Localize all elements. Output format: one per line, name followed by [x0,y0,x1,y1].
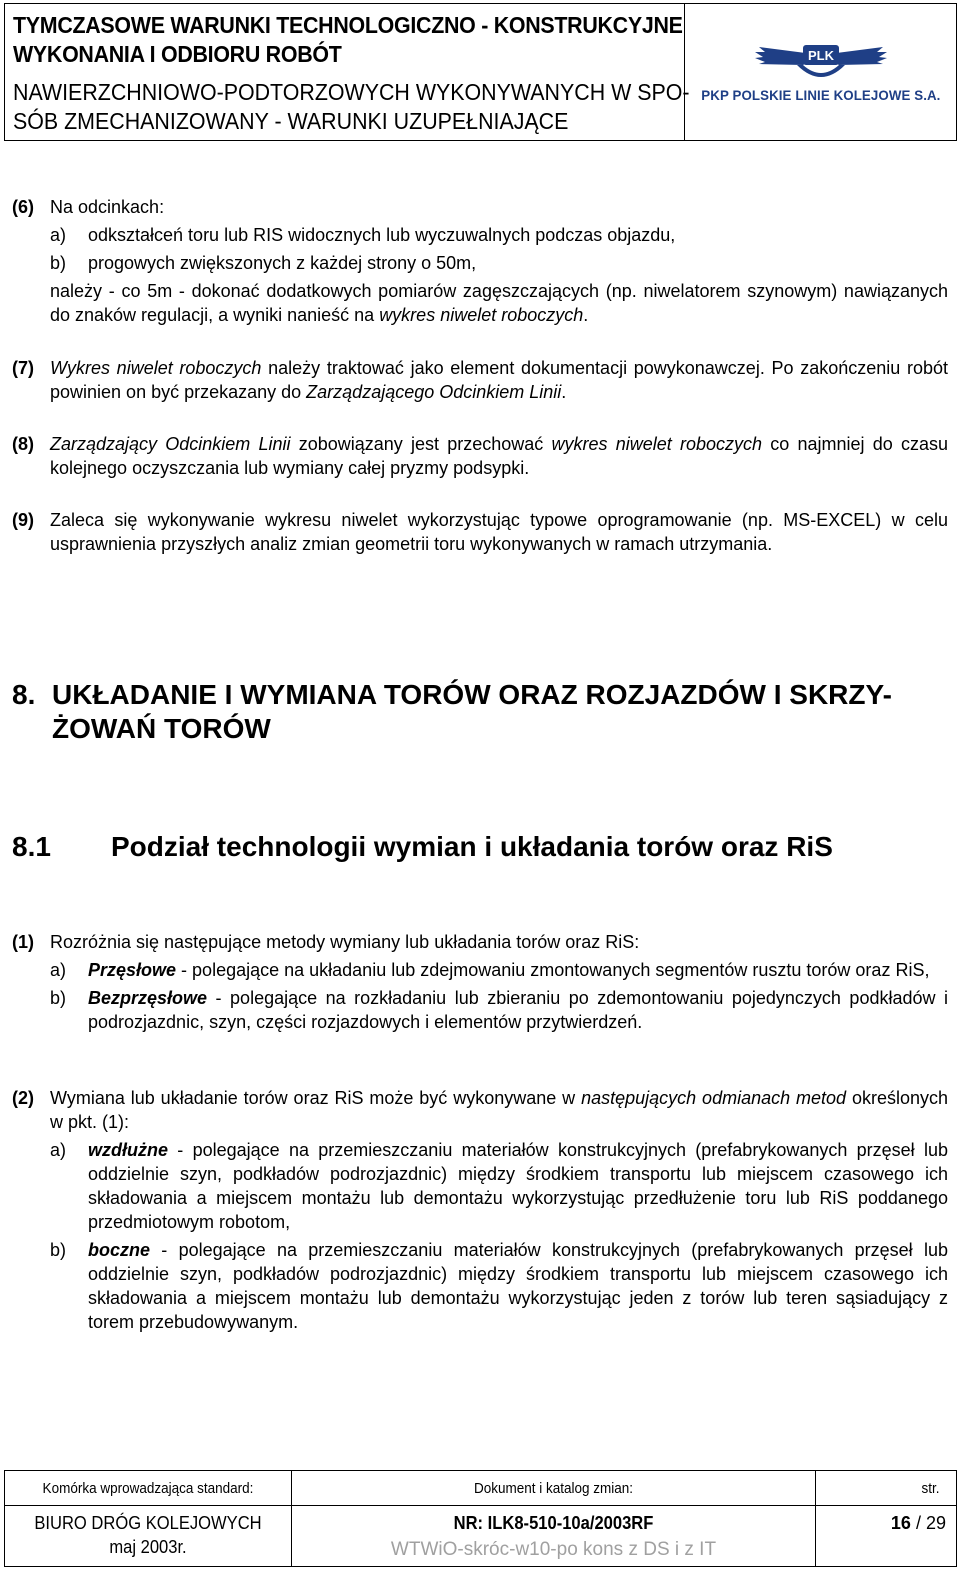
list-text: odkształceń toru lub RIS widocznych lub wyczuwalnych podczas objazdu, [88,225,676,245]
paragraph-1 [12,930,948,1034]
plk-logo-icon [751,41,891,85]
body-text: Wymiana lub układanie torów oraz RiS może być wykonywane w [50,1088,582,1108]
footer-label-page: str. [921,1480,940,1497]
page-footer [4,1470,957,1567]
page-separator: / [910,1513,926,1533]
footer-file-watermark: WTWiO-skróc-w10-po kons z DS i z IT [390,1539,717,1560]
header-title-line-1: TYMCZASOWE WARUNKI TECHNOLOGICZNO - KONSTRUKCYJNE [13,12,683,38]
list-letter: b) [50,988,67,1008]
footer-label-doc: Dokument i katalog zmian: [473,1480,634,1497]
page-total: 29 [925,1513,946,1533]
body-text: należy - co 5m - dokonać dodatkowych pomiarów zagęszczających (np. niwelatorem szynowym) nawiązanych do znaków regulacji, a wyniki nanieść na [50,281,948,325]
logo-company-name: PKP POLSKIE LINIE KOLEJOWE S.A. [700,87,941,103]
paragraph-body: Zaleca się wykonywanie wykresu niwelet wykorzystując typowe oprogramowanie (np. MS-EXCEL) w celu usprawnienia przyszłych analiz zmian geometrii toru wykonywanych w ramach utrzymania. [50,510,948,554]
paragraph-number: (7) [12,358,34,378]
paragraph-body [50,279,948,327]
section-number: 8.1 [12,831,51,862]
footer-unit-name: BIURO DRÓG KOLEJOWYCH [34,1513,262,1533]
body-text: co najmniej do czasu kolejnego oczyszczania lub wymiany całej pryzmy podsypki. [50,434,949,478]
list-text [88,986,948,1034]
list-letter: a) [50,225,67,245]
logo-badge-text: PLK [807,48,834,63]
paragraph-number: (8) [12,434,34,454]
paragraph-body [50,432,948,480]
term-bold: Przęsłowe [88,960,177,980]
list-letter: a) [50,1140,67,1160]
paragraph-intro: Na odcinkach: [50,197,165,217]
list-item-a [50,223,948,247]
body-text: - polegające na układaniu lub zdejmowaniu zmontowanych segmentów rusztu torów oraz RiS, [176,960,930,980]
body-text: . [583,305,589,325]
page-header [4,3,957,141]
body-text: - polegające na przemieszczaniu materiałów konstrukcyjnych (prefabrykowanych przęseł lub oddzielnie szyn, podkładów podrozjazdnic) między środkiem transportu lub miejscem czasowego ich składowania a miejscem montażu lub demontażu wykorzystując jeden z torów lub teren sąsiadujący z torem przebudowywanym. [88,1240,948,1332]
list-text [88,958,948,982]
footer-page-number [816,1513,946,1534]
body-text: zobowiązany jest przechować [290,434,552,454]
footer-label-unit: Komórka wprowadzająca standard: [42,1480,254,1497]
paragraph-number: (9) [12,510,34,530]
paragraph-number: (6) [12,197,34,217]
section-title-line-2: ŻOWAŃ TORÓW [52,713,271,744]
list-text [88,1138,948,1234]
list-text: progowych zwiększonych z każdej strony o 50m, [88,253,477,273]
list-item-a [50,958,948,982]
list-letter: a) [50,960,67,980]
paragraph-8 [12,432,948,480]
header-subtitle-line-2: SÓB ZMECHANIZOWANY - WARUNKI UZUPEŁNIAJĄCE [13,108,569,134]
body-text: należy traktować jako element dokumentacji powykonawczej. Po zakończeniu robót powinien on być przekazany do [50,358,948,402]
list-item-b [50,986,948,1034]
footer-divider [5,1505,956,1506]
list-letter: b) [50,1240,67,1260]
section-heading-8 [12,678,932,746]
term-bold: wzdłużne [88,1140,168,1160]
paragraph-intro: Rozróżnia się następujące metody wymiany lub układania torów oraz RiS: [50,932,640,952]
list-text [88,1238,948,1334]
header-logo-block [685,4,956,140]
body-text: . [561,382,567,402]
footer-document-number: NR: ILK8-510-10a/2003RF [453,1513,654,1533]
body-italic: Wykres niwelet roboczych [50,358,262,378]
page-current: 16 [890,1513,911,1533]
section-title-line-1: UKŁADANIE I WYMIANA TORÓW ORAZ ROZJAZDÓW I SKRZY- [52,679,892,710]
header-title-line-2: WYKONANIA I ODBIORU ROBÓT [13,41,342,67]
section-number: 8. [12,679,36,710]
body-text: - polegające na rozkładaniu lub zbieraniu po zdemontowaniu pojedynczych podkładów i podrozjazdnic, szyn, części rozjazdowych i elementów przytwierdzeń. [88,988,948,1032]
body-italic: wykres niwelet roboczych [551,434,763,454]
body-italic: wykres niwelet roboczych [379,305,584,325]
section-title: Podział technologii wymian i układania torów oraz RiS [111,831,833,862]
body-italic: następujących odmianach metod [581,1088,847,1108]
section-heading-8-1 [12,830,833,864]
paragraph-body [50,356,948,404]
paragraph-9 [12,508,948,556]
body-text: - polegające na przemieszczaniu materiałów konstrukcyjnych (prefabrykowanych przęseł lub oddzielnie szyn, podkładów podrozjazdnic) między środkiem transportu lub miejscem czasowego ich składowania a miejscem montażu lub demontażu wykorzystując przedłużenie toru lub RiS poddanego przedmiotowym robotom, [88,1140,948,1232]
list-item-b [50,1238,948,1334]
body-italic: Zarządzający Odcinkiem Linii [50,434,291,454]
header-title-block [5,4,690,140]
term-bold: Bezprzęsłowe [88,988,208,1008]
paragraph-number: (2) [12,1088,34,1108]
body-text: określonych w pkt. (1): [50,1088,948,1132]
list-item-a [50,1138,948,1234]
body-italic: Zarządzającego Odcinkiem Linii [306,382,562,402]
footer-date: maj 2003r. [109,1537,187,1557]
term-bold: boczne [88,1240,151,1260]
paragraph-intro [50,1086,948,1134]
header-subtitle-line-1: NAWIERZCHNIOWO-PODTORZOWYCH WYKONYWANYCH W SPO- [13,79,690,105]
paragraph-2 [12,1086,948,1334]
paragraph-7 [12,356,948,404]
list-item-b [50,251,948,275]
paragraph-number: (1) [12,932,34,952]
paragraph-6 [12,195,948,327]
list-letter: b) [50,253,67,273]
